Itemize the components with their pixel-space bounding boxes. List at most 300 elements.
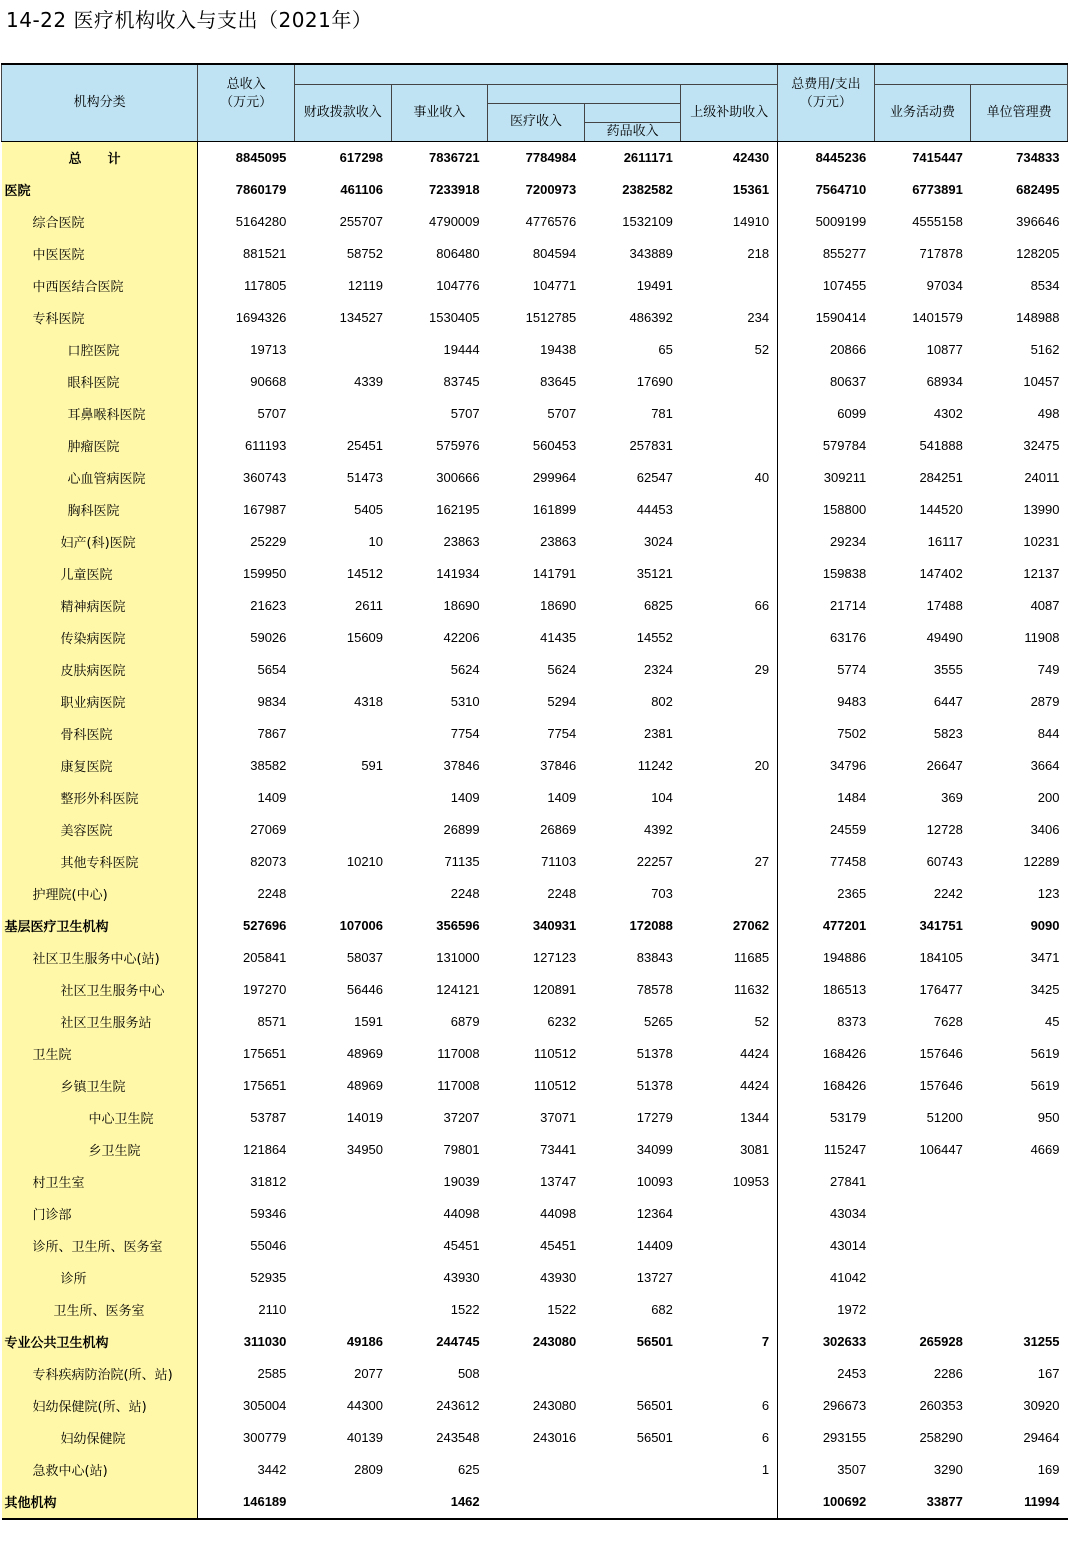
- row-value: 205841: [243, 950, 287, 965]
- row-value: 34796: [830, 758, 867, 773]
- row-category: 总 计: [2, 141, 198, 174]
- row-value: [874, 1230, 971, 1262]
- row-value: 51378: [636, 1046, 673, 1061]
- row-value: 79801: [443, 1142, 480, 1157]
- row-value: 7233918: [429, 182, 480, 197]
- table-row: [2, 462, 1068, 494]
- row-value: 157646: [919, 1078, 963, 1093]
- row-value: 159838: [822, 566, 867, 581]
- row-value: 5619: [1030, 1078, 1060, 1093]
- row-value: 51200: [926, 1110, 963, 1125]
- row-value: 141934: [436, 566, 480, 581]
- row-category: 传染病医院: [2, 622, 198, 654]
- row-value: 7564710: [815, 182, 867, 197]
- row-value: 1484: [837, 790, 867, 805]
- row-value: 2324: [643, 662, 673, 677]
- table-row: [2, 1070, 1068, 1102]
- row-value: 78578: [636, 982, 673, 997]
- row-value: 34950: [346, 1142, 384, 1157]
- table-row: [2, 526, 1068, 558]
- table-row: [2, 1198, 1068, 1230]
- row-value: [681, 1262, 778, 1294]
- row-value: 45451: [540, 1238, 577, 1253]
- row-value: 527696: [243, 918, 287, 933]
- row-value: 44098: [540, 1206, 577, 1221]
- row-value: 2611171: [623, 150, 673, 165]
- row-value: 26899: [443, 822, 480, 837]
- row-value: [874, 1262, 971, 1294]
- row-value: [294, 1486, 391, 1519]
- table-row: [2, 366, 1068, 398]
- row-value: 40: [681, 462, 778, 494]
- row-value: 41042: [830, 1270, 867, 1285]
- row-value: 560453: [532, 438, 577, 453]
- row-value: 5774: [837, 662, 867, 677]
- row-value: 6099: [837, 406, 867, 421]
- row-value: 4669: [1030, 1142, 1060, 1157]
- row-value: 23863: [443, 534, 480, 549]
- row-value: 110512: [533, 1046, 577, 1061]
- row-value: 4790009: [429, 214, 480, 229]
- table-row: [2, 750, 1068, 782]
- row-value: 159950: [243, 566, 287, 581]
- row-value: 19438: [540, 342, 577, 357]
- row-value: 343889: [629, 246, 673, 261]
- row-value: 24011: [1024, 470, 1060, 485]
- row-value: 5162: [1030, 342, 1060, 357]
- row-value: 2077: [354, 1366, 384, 1381]
- row-value: [971, 1230, 1068, 1262]
- row-value: [294, 718, 391, 750]
- row-value: 302633: [822, 1334, 867, 1349]
- row-value: 611193: [244, 438, 287, 453]
- row-value: 55046: [250, 1238, 287, 1253]
- row-value: 123: [1037, 886, 1060, 901]
- row-value: 682495: [1016, 182, 1060, 197]
- row-value: 11632: [681, 974, 778, 1006]
- table-row: [2, 1454, 1068, 1486]
- row-value: 30920: [1023, 1398, 1060, 1413]
- row-value: 7: [681, 1326, 778, 1358]
- row-value: 1409: [450, 790, 480, 805]
- row-value: 341751: [919, 918, 963, 933]
- row-value: 62547: [636, 470, 673, 485]
- row-value: 43930: [540, 1270, 577, 1285]
- row-category: 医院: [2, 174, 198, 206]
- row-value: 5707: [547, 406, 577, 421]
- row-value: 40139: [346, 1430, 384, 1445]
- row-value: 7754: [450, 726, 480, 741]
- row-value: 9090: [1030, 918, 1060, 933]
- row-value: [681, 686, 778, 718]
- row-value: 311030: [243, 1334, 287, 1349]
- row-value: 6773891: [912, 182, 963, 197]
- row-value: 11908: [1024, 630, 1060, 645]
- row-value: 6: [681, 1390, 778, 1422]
- row-value: [488, 1454, 585, 1486]
- row-value: 2809: [354, 1462, 384, 1477]
- row-category: 专科医院: [2, 302, 198, 334]
- row-category: 乡卫生院: [2, 1134, 198, 1166]
- row-value: 4424: [681, 1070, 778, 1102]
- row-value: [681, 494, 778, 526]
- row-value: 844: [1037, 726, 1060, 741]
- table-row: [2, 1038, 1068, 1070]
- row-value: 3425: [1030, 982, 1060, 997]
- row-value: 29234: [830, 534, 867, 549]
- header-category: 机构分类: [2, 64, 198, 141]
- row-value: 34099: [636, 1142, 673, 1157]
- row-value: 3081: [681, 1134, 778, 1166]
- row-value: 104: [651, 790, 673, 805]
- row-category: 妇幼保健院: [2, 1422, 198, 1454]
- table-row: [2, 1262, 1068, 1294]
- table-row: [2, 718, 1068, 750]
- row-value: 2286: [933, 1366, 963, 1381]
- row-value: 1409: [547, 790, 577, 805]
- row-value: 14512: [346, 566, 384, 581]
- row-value: 7754: [547, 726, 577, 741]
- row-value: 175651: [243, 1078, 287, 1093]
- row-category: 急救中心(站): [2, 1454, 198, 1486]
- row-value: 5619: [1030, 1046, 1060, 1061]
- row-value: 200: [1037, 790, 1060, 805]
- row-value: 19713: [250, 342, 287, 357]
- row-value: 4392: [643, 822, 673, 837]
- row-value: 4318: [354, 694, 384, 709]
- table-row: [2, 174, 1068, 206]
- row-value: 11685: [681, 942, 778, 974]
- row-value: 42206: [443, 630, 480, 645]
- row-value: 59026: [250, 630, 287, 645]
- row-value: 4424: [681, 1038, 778, 1070]
- row-value: 97034: [926, 278, 963, 293]
- row-value: [294, 334, 391, 366]
- row-value: 5823: [933, 726, 963, 741]
- row-value: 5265: [643, 1014, 673, 1029]
- row-value: 38582: [250, 758, 287, 773]
- row-value: 83745: [443, 374, 480, 389]
- table-row: [2, 686, 1068, 718]
- row-value: 617298: [339, 150, 384, 165]
- row-value: 17279: [636, 1110, 673, 1125]
- row-value: 8571: [257, 1014, 287, 1029]
- row-value: 37071: [540, 1110, 577, 1125]
- table-row: [2, 590, 1068, 622]
- row-category: 综合医院: [2, 206, 198, 238]
- row-value: 19491: [636, 278, 673, 293]
- row-value: 83645: [540, 374, 577, 389]
- row-value: 1530405: [429, 310, 480, 325]
- row-value: [681, 622, 778, 654]
- row-category: 其他机构: [2, 1486, 198, 1519]
- row-value: 31255: [1023, 1334, 1060, 1349]
- row-value: 167987: [243, 502, 287, 517]
- row-value: 19039: [443, 1174, 480, 1189]
- row-value: 1409: [257, 790, 287, 805]
- row-value: 6: [681, 1422, 778, 1454]
- row-value: [874, 1294, 971, 1326]
- table-row: [2, 1294, 1068, 1326]
- row-value: 147402: [919, 566, 963, 581]
- row-value: 82073: [250, 854, 287, 869]
- row-value: 508: [457, 1366, 480, 1381]
- row-value: 43034: [830, 1206, 867, 1221]
- row-category: 专业公共卫生机构: [2, 1326, 198, 1358]
- row-category: 社区卫生服务站: [2, 1006, 198, 1038]
- row-value: 27062: [681, 910, 778, 942]
- row-value: 13990: [1023, 502, 1060, 517]
- row-value: 52: [681, 334, 778, 366]
- row-value: 591: [361, 758, 384, 773]
- row-value: 260353: [919, 1398, 963, 1413]
- row-value: 56501: [636, 1430, 673, 1445]
- row-value: 44300: [346, 1398, 384, 1413]
- row-value: 25229: [250, 534, 287, 549]
- row-value: 8373: [837, 1014, 867, 1029]
- table-row: [2, 846, 1068, 878]
- row-value: 477201: [822, 918, 867, 933]
- row-value: 1532109: [622, 214, 673, 229]
- row-value: 33877: [874, 1486, 971, 1519]
- row-value: 127123: [532, 950, 577, 965]
- row-value: 10: [368, 534, 384, 549]
- row-value: [681, 1230, 778, 1262]
- row-value: [681, 718, 778, 750]
- row-value: 12728: [926, 822, 963, 837]
- row-value: 3507: [837, 1462, 867, 1477]
- row-value: 104776: [436, 278, 480, 293]
- row-value: 16117: [927, 534, 963, 549]
- row-value: 48969: [346, 1046, 384, 1061]
- row-value: [971, 1262, 1068, 1294]
- row-value: 107455: [822, 278, 867, 293]
- table-row: [2, 1358, 1068, 1390]
- row-value: [681, 526, 778, 558]
- row-value: 83843: [636, 950, 673, 965]
- row-value: 15609: [346, 630, 384, 645]
- row-value: 27: [681, 846, 778, 878]
- row-value: 218: [681, 238, 778, 270]
- table-row: [2, 1486, 1068, 1519]
- row-value: 19444: [443, 342, 480, 357]
- row-value: 44453: [636, 502, 673, 517]
- row-category: 社区卫生服务中心(站): [2, 942, 198, 974]
- row-value: 396646: [1016, 214, 1060, 229]
- table-row: [2, 622, 1068, 654]
- row-value: 10953: [681, 1166, 778, 1198]
- row-category: 卫生院: [2, 1038, 198, 1070]
- row-category: 肿瘤医院: [2, 430, 198, 462]
- table-row: [2, 1134, 1068, 1166]
- table-row: [2, 302, 1068, 334]
- row-category: 美容医院: [2, 814, 198, 846]
- row-value: 184105: [919, 950, 963, 965]
- row-value: 4555158: [912, 214, 963, 229]
- row-value: 115247: [823, 1142, 867, 1157]
- row-value: 14019: [346, 1110, 384, 1125]
- row-value: 68934: [926, 374, 963, 389]
- row-value: 293155: [822, 1430, 867, 1445]
- row-value: 13747: [540, 1174, 577, 1189]
- row-value: 541888: [919, 438, 963, 453]
- row-value: 15361: [681, 174, 778, 206]
- header-business: 事业收入: [391, 84, 488, 141]
- row-value: 120891: [532, 982, 577, 997]
- row-value: 32475: [1023, 438, 1060, 453]
- header-income-group: [294, 64, 777, 84]
- row-value: [294, 1198, 391, 1230]
- row-category: 口腔医院: [2, 334, 198, 366]
- table-row: [2, 814, 1068, 846]
- header-total-expense: 总费用/支出 （万元）: [778, 64, 875, 141]
- row-value: 340931: [532, 918, 577, 933]
- row-value: 37207: [443, 1110, 480, 1125]
- row-value: [294, 1166, 391, 1198]
- row-value: 6879: [450, 1014, 480, 1029]
- row-value: 265928: [919, 1334, 963, 1349]
- row-value: 176477: [919, 982, 963, 997]
- row-value: 17488: [926, 598, 963, 613]
- row-value: 117008: [437, 1078, 480, 1093]
- row-category: 皮肤病医院: [2, 654, 198, 686]
- row-value: 9483: [837, 694, 867, 709]
- row-value: 29: [681, 654, 778, 686]
- row-value: 197270: [243, 982, 287, 997]
- row-value: [681, 558, 778, 590]
- row-value: 7867: [257, 726, 287, 741]
- row-value: 27069: [250, 822, 287, 837]
- row-value: 59346: [250, 1206, 287, 1221]
- row-value: 2453: [837, 1366, 867, 1381]
- table-row: [2, 1326, 1068, 1358]
- row-value: 66: [681, 590, 778, 622]
- table-row: [2, 270, 1068, 302]
- row-value: 56501: [636, 1398, 673, 1413]
- row-value: 243548: [436, 1430, 480, 1445]
- table-row: [2, 494, 1068, 526]
- row-value: 131000: [436, 950, 480, 965]
- table-row: [2, 1390, 1068, 1422]
- row-value: 10877: [926, 342, 963, 357]
- row-value: 5707: [257, 406, 287, 421]
- row-value: [294, 398, 391, 430]
- row-value: [681, 782, 778, 814]
- table-row: [2, 1422, 1068, 1454]
- row-value: 6447: [933, 694, 963, 709]
- row-value: 802: [651, 694, 673, 709]
- row-value: 5405: [354, 502, 384, 517]
- row-value: 63176: [830, 630, 867, 645]
- row-value: 110512: [533, 1078, 577, 1093]
- row-value: 3471: [1030, 950, 1060, 965]
- row-value: 8445236: [815, 150, 867, 165]
- row-value: 49186: [346, 1334, 384, 1349]
- row-category: 眼科医院: [2, 366, 198, 398]
- table-row: [2, 238, 1068, 270]
- row-value: 20: [681, 750, 778, 782]
- row-value: 65: [658, 342, 673, 357]
- row-category: 卫生所、医务室: [2, 1294, 198, 1326]
- row-value: [681, 1486, 778, 1519]
- row-value: 356596: [436, 918, 480, 933]
- row-value: 45: [1045, 1014, 1060, 1029]
- row-value: 71103: [541, 854, 577, 869]
- row-value: 575976: [436, 438, 480, 453]
- row-value: 10231: [1023, 534, 1060, 549]
- row-value: 881521: [243, 246, 287, 261]
- row-category: 社区卫生服务中心: [2, 974, 198, 1006]
- row-value: [971, 1198, 1068, 1230]
- row-value: 45451: [443, 1238, 480, 1253]
- row-value: 1401579: [912, 310, 963, 325]
- row-value: 35121: [636, 566, 673, 581]
- row-value: [681, 430, 778, 462]
- row-value: [681, 398, 778, 430]
- row-category: 妇产(科)医院: [2, 526, 198, 558]
- row-value: 121864: [243, 1142, 287, 1157]
- table-row: [2, 1006, 1068, 1038]
- row-category: 中医医院: [2, 238, 198, 270]
- row-category: 中心卫生院: [2, 1102, 198, 1134]
- row-category: 心血管病医院: [2, 462, 198, 494]
- page-title: 14-22 医疗机构收入与支出（2021年）: [6, 8, 373, 32]
- row-value: 31812: [250, 1174, 287, 1189]
- row-value: 128205: [1016, 246, 1060, 261]
- row-value: 855277: [822, 246, 867, 261]
- row-value: 12137: [1023, 566, 1060, 581]
- row-value: 498: [1037, 406, 1060, 421]
- row-category: 其他专科医院: [2, 846, 198, 878]
- row-category: 耳鼻喉科医院: [2, 398, 198, 430]
- row-category: 精神病医院: [2, 590, 198, 622]
- row-value: [294, 814, 391, 846]
- table-body: [2, 141, 1068, 1519]
- row-value: 1512785: [525, 310, 577, 325]
- row-value: 1522: [450, 1302, 480, 1317]
- row-category: 诊所: [2, 1262, 198, 1294]
- row-value: 22257: [636, 854, 673, 869]
- row-value: 257831: [629, 438, 673, 453]
- row-value: 9834: [257, 694, 287, 709]
- row-value: 804594: [532, 246, 577, 261]
- table-row: [2, 782, 1068, 814]
- row-value: [584, 1358, 681, 1390]
- row-value: 3406: [1030, 822, 1060, 837]
- row-value: 2110: [258, 1302, 287, 1317]
- row-value: 17690: [636, 374, 673, 389]
- row-value: 1590414: [815, 310, 867, 325]
- row-value: 2611: [355, 598, 384, 613]
- row-value: 49490: [926, 630, 963, 645]
- row-value: 299964: [532, 470, 577, 485]
- row-value: 5654: [257, 662, 287, 677]
- row-value: 104771: [532, 278, 577, 293]
- row-value: 18690: [443, 598, 480, 613]
- row-value: [294, 654, 391, 686]
- row-value: 806480: [436, 246, 480, 261]
- row-value: 6825: [643, 598, 673, 613]
- row-value: 3664: [1030, 758, 1060, 773]
- row-value: 52935: [250, 1270, 287, 1285]
- row-category: 妇幼保健院(所、站): [2, 1390, 198, 1422]
- row-value: 2248: [257, 886, 287, 901]
- row-value: 146189: [198, 1486, 295, 1519]
- row-value: 8534: [1030, 278, 1060, 293]
- row-value: 124121: [436, 982, 480, 997]
- row-value: 11994: [971, 1486, 1068, 1519]
- row-value: 42430: [681, 141, 778, 174]
